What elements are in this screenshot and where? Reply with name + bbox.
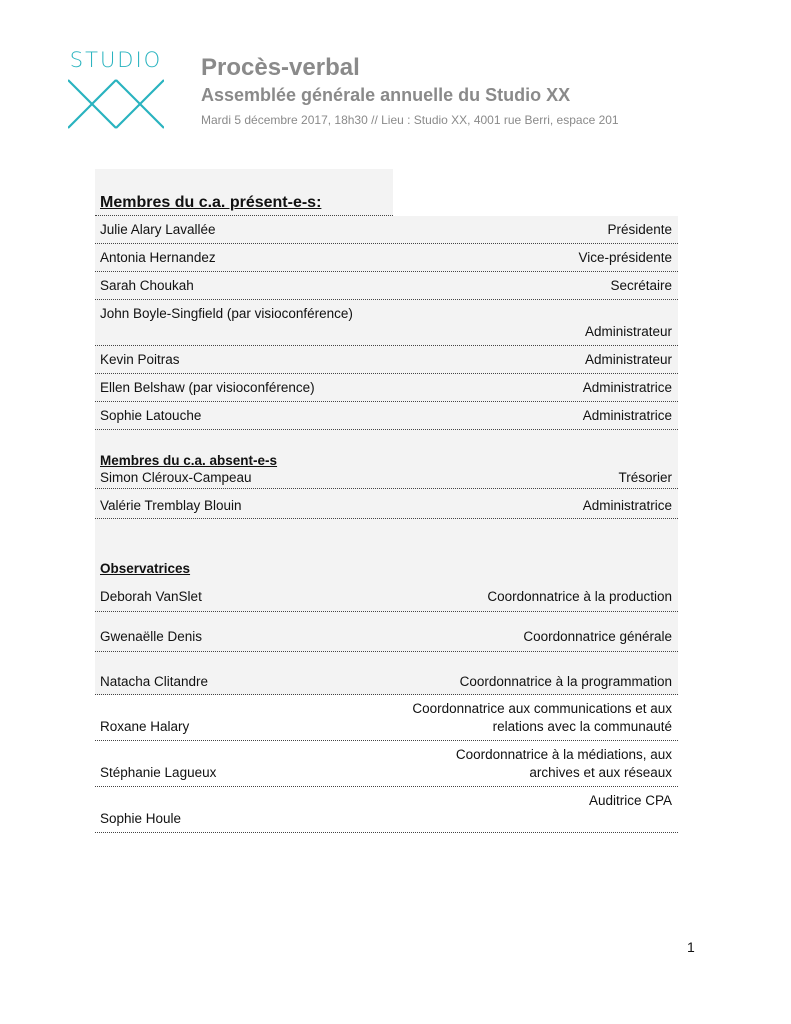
member-name: John Boyle-Singfield (par visioconférence) — [100, 306, 353, 321]
member-name: Kevin Poitras — [100, 352, 180, 367]
observer-role-line-1: Coordonnatrice à la médiations, aux — [455, 747, 672, 762]
observers-heading: Observatrices — [100, 561, 191, 576]
table-row — [95, 470, 678, 489]
observer-role-line-1: Coordonnatrice aux communications et aux — [412, 701, 672, 716]
observer-name: Roxane Halary — [100, 719, 190, 734]
table-row — [95, 612, 678, 652]
meeting-details: Mardi 5 décembre 2017, 18h30 // Lieu : Studio XX, 4001 rue Berri, espace 201 — [201, 113, 619, 127]
member-role: Administratrice — [582, 408, 672, 423]
table-row — [95, 741, 678, 787]
member-name: Ellen Belshaw (par visioconférence) — [100, 380, 315, 395]
member-role: Présidente — [607, 222, 672, 237]
member-role: Administratrice — [582, 498, 672, 513]
observer-name: Stéphanie Lagueux — [100, 765, 217, 780]
absent-heading: Membres du c.a. absent-e-s — [100, 453, 278, 468]
table-row — [95, 402, 678, 430]
observer-name: Natacha Clitandre — [100, 674, 209, 689]
table-row — [95, 652, 678, 695]
observer-name: Gwenaëlle Denis — [100, 629, 203, 644]
observer-role: Coordonnatrice générale — [523, 629, 672, 644]
document-title: Procès-verbal — [201, 54, 360, 81]
member-name: Antonia Hernandez — [100, 250, 216, 265]
studio-xx-logo — [66, 49, 166, 131]
member-role: Administratrice — [582, 380, 672, 395]
member-name: Valérie Tremblay Blouin — [100, 498, 242, 513]
member-role: Secrétaire — [610, 278, 672, 293]
table-row — [95, 216, 678, 244]
member-role: Administrateur — [584, 324, 672, 339]
table-row — [95, 346, 678, 374]
member-role: Trésorier — [618, 470, 672, 485]
document-subtitle: Assemblée générale annuelle du Studio XX — [201, 85, 571, 105]
observer-role: Coordonnatrice à la programmation — [459, 674, 672, 689]
logo-text: STUDIO — [69, 48, 163, 72]
page-number: 1 — [687, 939, 695, 955]
table-row — [95, 300, 678, 346]
table-row — [95, 244, 678, 272]
table-row — [95, 578, 678, 612]
present-heading: Membres du c.a. présent-e-s: — [100, 194, 322, 211]
table-row — [95, 374, 678, 402]
member-name: Sophie Latouche — [100, 408, 202, 423]
observer-role: Coordonnatrice à la production — [487, 589, 672, 604]
table-row — [95, 787, 678, 833]
member-role: Administrateur — [584, 352, 672, 367]
member-role: Vice-présidente — [578, 250, 672, 265]
observer-name: Sophie Houle — [100, 811, 182, 826]
observer-role: Auditrice CPA — [588, 793, 672, 808]
absent-heading-cell — [95, 430, 678, 470]
observers-heading-cell — [95, 519, 678, 578]
member-name: Sarah Choukah — [100, 278, 194, 293]
table-row — [95, 489, 678, 519]
table-row — [95, 695, 678, 741]
member-name: Julie Alary Lavallée — [100, 222, 216, 237]
observer-role-line-2: archives et aux réseaux — [529, 765, 672, 780]
observer-name: Deborah VanSlet — [100, 589, 202, 604]
xx-logo-icon — [68, 79, 164, 129]
present-heading-cell — [95, 169, 393, 216]
observer-role-line-2: relations avec la communauté — [492, 719, 672, 734]
table-row — [95, 272, 678, 300]
member-name: Simon Cléroux-Campeau — [100, 470, 252, 485]
